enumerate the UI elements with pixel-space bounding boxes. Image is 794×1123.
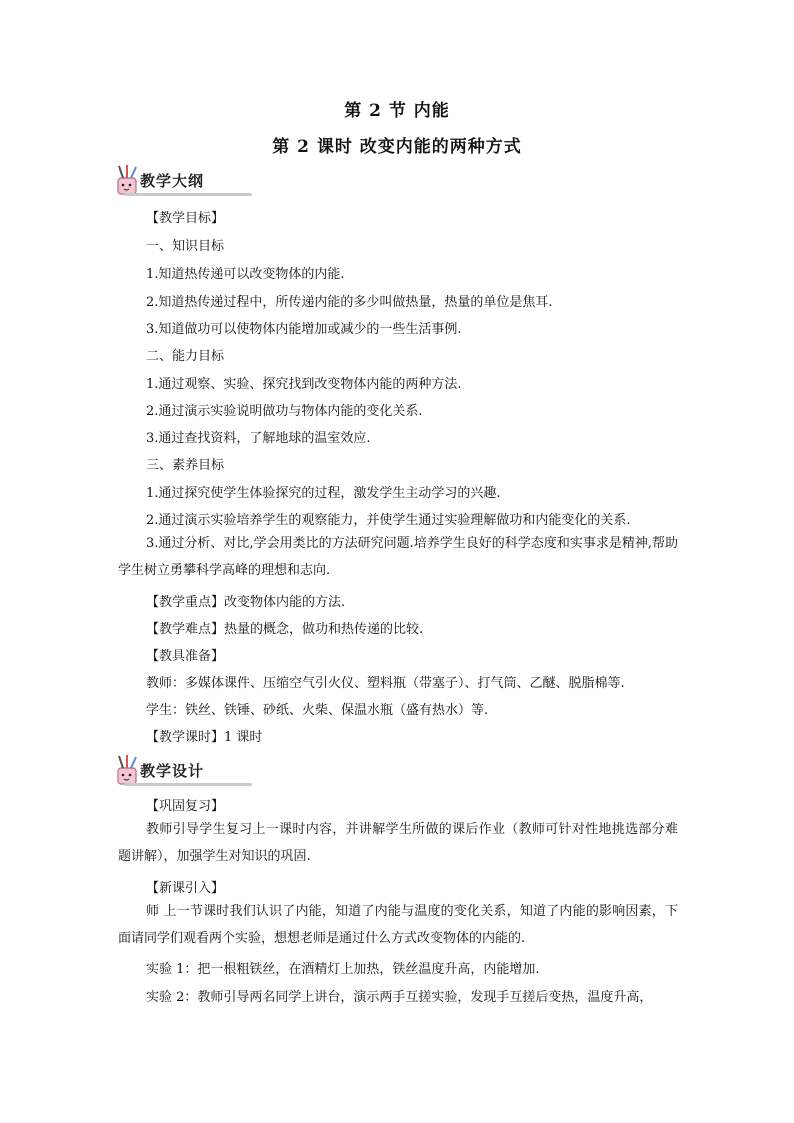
difficulty-label: 【教学难点】 (146, 622, 225, 637)
literacy-item: 2.通过演示实验培养学生的观察能力，并使学生通过实验理解做功和内能变化的关系. (146, 513, 631, 528)
difficulty-point (146, 618, 423, 637)
outline-banner-label: 教学大纲 (140, 172, 205, 190)
section-title: 第 2 节 内能 (344, 101, 450, 121)
design-banner (114, 760, 238, 786)
key-point-text: 改变物体内能的方法. (224, 595, 346, 610)
class-hours-text: 1 课时 (224, 730, 263, 745)
review-text: 教师引导学生复习上一课时内容，并讲解学生所做的课后作业（教师可针对性地挑选部分难题讲解），加强学生对知识的巩固. (118, 822, 678, 864)
tools-heading: 【教具准备】 (146, 649, 225, 664)
intro-heading: 【新课引入】 (146, 881, 225, 896)
intro-text: 师 上一节课时我们认识了内能，知道了内能与温度的变化关系，知道了内能的影响因素，下面请同学们观看两个实验，想想老师是通过什么方式改变物体的内能的. (118, 904, 678, 946)
ability-item: 3.通过查找资料，了解地球的温室效应. (146, 431, 371, 446)
knowledge-item: 3.知道做功可以使物体内能增加或减少的一些生活事例. (146, 322, 462, 337)
outline-banner (114, 170, 238, 196)
review-heading: 【巩固复习】 (146, 799, 225, 814)
class-hours-label: 【教学课时】 (146, 730, 225, 745)
goals-heading: 【教学目标】 (146, 211, 225, 226)
tools-teacher: 教师：多媒体课件、压缩空气引火仪、塑料瓶（带塞子）、打气筒、乙醚、脱脂棉等. (146, 676, 625, 691)
key-point (146, 591, 345, 610)
knowledge-item: 2.知道热传递过程中，所传递内能的多少叫做热量，热量的单位是焦耳. (146, 295, 553, 310)
experiment-1: 实验 1：把一根粗铁丝，在酒精灯上加热，铁丝温度升高，内能增加. (146, 962, 540, 977)
ability-item: 1.通过观察、实验、探究找到改变物体内能的两种方法. (146, 377, 462, 392)
literacy-item-3: 3.通过分析、对比,学会用类比的方法研究问题.培养学生良好的科学态度和实事求是精神,帮助学生树立勇攀科学高峰的理想和志向. (118, 536, 678, 578)
design-banner-label: 教学设计 (140, 762, 205, 780)
outline-banner-underline (124, 193, 252, 196)
knowledge-item: 1.知道热传递可以改变物体的内能. (146, 267, 345, 282)
lesson-title: 第 2 课时 改变内能的两种方式 (272, 137, 522, 157)
experiment-2: 实验 2：教师引导两名同学上讲台，演示两手互搓实验，发现手互搓后变热，温度升高， (146, 990, 653, 1005)
difficulty-text: 热量的概念，做功和热传递的比较. (224, 622, 424, 637)
key-point-label: 【教学重点】 (146, 595, 225, 610)
knowledge-heading: 一、知识目标 (146, 239, 225, 254)
ability-heading: 二、能力目标 (146, 349, 225, 364)
tools-student: 学生：铁丝、铁锤、砂纸、火柴、保温水瓶（盛有热水）等. (146, 703, 489, 718)
literacy-item: 1.通过探究使学生体验探究的过程，激发学生主动学习的兴趣. (146, 486, 501, 501)
design-banner-underline (124, 783, 252, 786)
class-hours (146, 726, 262, 745)
ability-item: 2.通过演示实验说明做功与物体内能的变化关系. (146, 404, 423, 419)
literacy-heading: 三、素养目标 (146, 458, 225, 473)
